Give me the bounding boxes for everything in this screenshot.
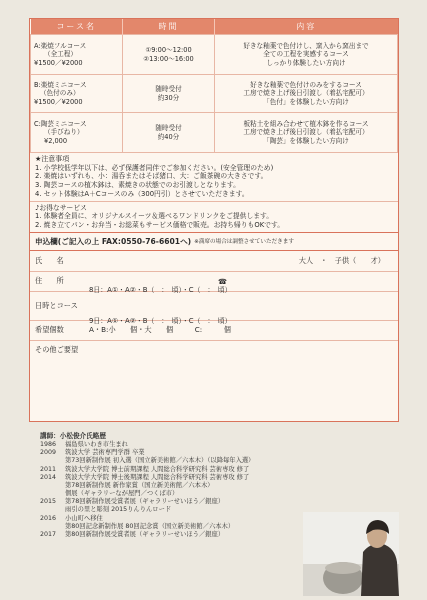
- phone-icon: ☎: [218, 276, 227, 286]
- course-name-line: A:楽焼フルコース: [34, 41, 87, 50]
- bio-text: 個展（ギャラリーなが屋門／つくば市）: [65, 490, 179, 498]
- content-line: 工房で焼き上げ後日引渡し（着払宅配可）: [243, 89, 369, 98]
- bio-year: 2011: [40, 465, 57, 473]
- time-line: ①9:00～12:00: [145, 46, 192, 55]
- bio-text: 第80回新制作展受賞者展（ギャラリーせいほう／銀座）: [65, 530, 225, 538]
- bio-text: 筑波大学 芸術専門学群 卒業: [65, 449, 145, 457]
- bio-text: 小山町へ移住: [65, 514, 103, 522]
- service-item: 2. 焼き立てパン・お弁当・お総菜もサービス価格で販売。お持ち帰りもOKです。: [35, 220, 285, 229]
- day8-options[interactable]: 8日：A①・A②・B（ ： 頃）・C（ ： 頃）: [89, 285, 232, 294]
- time-line: ②13:00～16:00: [143, 54, 194, 63]
- header-content: 内容: [215, 19, 398, 35]
- datetime-row[interactable]: [30, 285, 398, 326]
- bio-text: 第78回新制作展 新作家賞（国立新美術館／六本木）: [65, 481, 214, 489]
- content-line: 好きな釉薬で色付けし、窯入から窯出まで: [243, 41, 369, 50]
- day9-options[interactable]: 9日：A①・A②・B（ ： 頃）・C（ ： 頃）: [89, 317, 232, 326]
- service-heading: ♪お得なサービス: [35, 203, 87, 212]
- service-item: 1. 体験者全員に、オリジナルスイーツ＆選べるワンドリンクをご提供します。: [35, 212, 274, 221]
- course-price: ¥2,000: [44, 136, 68, 145]
- bio-text: 雨引の里と彫刻 2015りんりんロード: [65, 506, 172, 514]
- course-b-name: [31, 75, 123, 113]
- bio-year: 2016: [40, 514, 57, 522]
- notes-section: [30, 153, 398, 202]
- course-a-name: [31, 35, 123, 75]
- content-line: しっかり体験したい方向け: [266, 58, 346, 67]
- bio-text: 第73回新制作展 初入選（国立新美術館／六本木）（以降毎年入選）: [65, 457, 255, 465]
- application-header: [30, 233, 398, 251]
- bio-year: 2015: [40, 498, 57, 506]
- bio-title: 講師：小松俊介氏略歴: [40, 432, 106, 440]
- course-table: [30, 19, 398, 153]
- service-section: [30, 202, 398, 233]
- time-line: 約30分: [157, 93, 180, 102]
- course-a-time: [123, 35, 215, 75]
- note-item: 4. セット体験はA＋Cコースのみ（300円引）とさせていただきます。: [35, 189, 249, 198]
- count-label: 希望個数: [35, 325, 64, 335]
- content-line: 好きな釉薬で色付けのみをするコース: [250, 80, 362, 89]
- application-note: ※満席の場合は調整させていただきます: [194, 239, 294, 246]
- bio-text: 第78回新制作展受賞者展（ギャラリーせいほう／銀座）: [65, 498, 225, 506]
- count-field[interactable]: A・B:小 個・大 個 C: 個: [89, 325, 231, 335]
- course-name-line: （全工程）: [44, 50, 77, 59]
- course-name-line: C:陶芸ミニコース: [34, 119, 87, 128]
- course-c-time: [123, 113, 215, 153]
- course-c-content: [215, 113, 398, 153]
- course-b-content: [215, 75, 398, 113]
- content-line: 「陶芸」を体験したい方向け: [263, 136, 349, 145]
- bio-year: 2014: [40, 473, 57, 481]
- note-item: 3. 陶芸コースの植木鉢は、素焼きの状態でのお引渡しとなります。: [35, 181, 240, 190]
- application-title: 申込欄(ご記入の上 FAX:0550-76-6601へ): [35, 236, 192, 246]
- bio-entry: [40, 466, 400, 474]
- bio-text: 筑波大学大学院 博士後期課程 人間総合科学研究科 芸術専攻 修了: [65, 473, 250, 481]
- course-name-line: （色付のみ）: [40, 89, 80, 98]
- bio-text: 第80回記念新制作展 80回記念賞（国立新美術館／六本木）: [65, 522, 235, 530]
- bio-year: 1986: [40, 441, 57, 449]
- bio-text: 筑波大学大学院 博士前期課程 人間総合科学研究科 芸術専攻 修了: [65, 465, 250, 473]
- bio-text: 福島県いわき市生まれ: [65, 441, 128, 449]
- bio-year: 2017: [40, 530, 57, 538]
- main-frame: [29, 18, 399, 422]
- header-time: 時間: [123, 19, 215, 35]
- content-line: 板粘土を組み合わせて植木鉢を作るコース: [243, 119, 369, 128]
- datetime-label: 日時とコース: [35, 300, 78, 310]
- course-name-line: （手びねり）: [44, 128, 84, 137]
- address-label: 住 所: [35, 276, 70, 286]
- course-price: ¥1500／¥2000: [34, 58, 83, 67]
- notes-heading: ★注意事項: [35, 155, 70, 163]
- course-a-content: [215, 35, 398, 75]
- bio-entry: [40, 474, 400, 482]
- bio-entry: [40, 482, 400, 490]
- note-item: 1. 小学校低学年以下は、必ず保護者同伴でご参加ください。(安全管理のため): [35, 163, 274, 172]
- table-row: [31, 113, 398, 153]
- request-label: その他ご要望: [35, 344, 79, 354]
- time-line: 約40分: [157, 132, 180, 141]
- table-row: [31, 75, 398, 113]
- content-line: 全ての工程を実感するコース: [263, 50, 349, 59]
- time-line: 随時受付: [155, 85, 182, 94]
- adult-child-field[interactable]: 大人 ・ 子供（ 才）: [298, 255, 385, 265]
- bio-entry: [40, 457, 400, 465]
- header-course-name: コース名: [31, 19, 123, 35]
- course-c-name: [31, 113, 123, 153]
- course-name-line: B:楽焼ミニコース: [34, 80, 87, 89]
- bio-year: 2009: [40, 449, 57, 457]
- instructor-photo: [303, 512, 399, 596]
- course-b-time: [123, 75, 215, 113]
- instructor-photo-image: [303, 512, 399, 596]
- table-row: [31, 35, 398, 75]
- name-label: 氏 名: [35, 255, 70, 265]
- content-line: 「色付」を体験したい方向け: [263, 97, 349, 106]
- content-line: 工房で焼き上げ後日引渡し（着払宅配可）: [243, 128, 369, 137]
- time-line: 随時受付: [155, 124, 182, 133]
- course-price: ¥1500／¥2000: [34, 97, 83, 106]
- note-item: 2. 楽焼はいずれも、小：湯呑またはそば猪口、大：ご飯茶碗の大きさです。: [35, 172, 268, 181]
- table-header: [31, 19, 398, 35]
